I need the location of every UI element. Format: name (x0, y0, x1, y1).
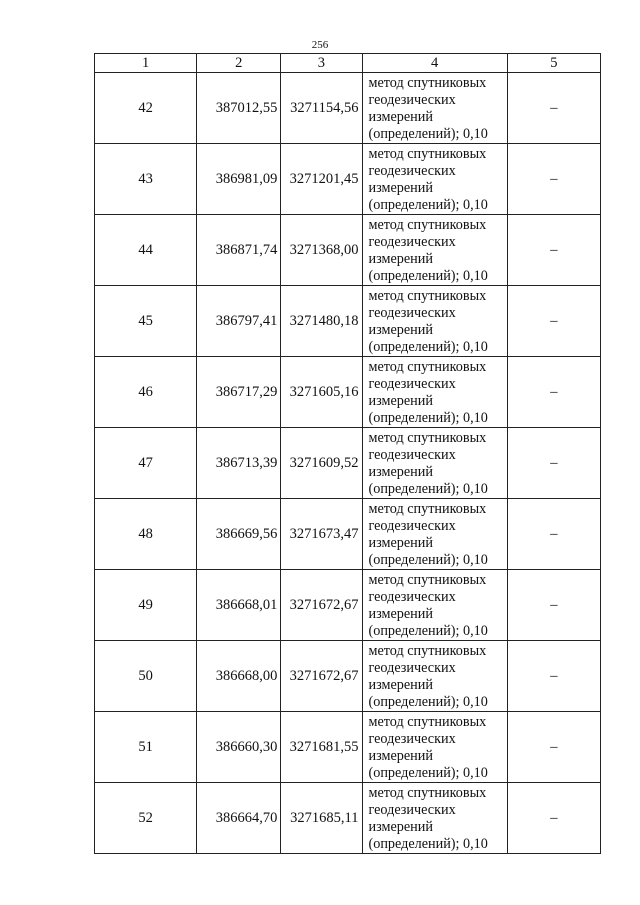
y-coordinate-cell: 3271685,11 (281, 783, 362, 854)
point-number-cell: 45 (95, 286, 197, 357)
y-coordinate-cell: 3271201,45 (281, 144, 362, 215)
x-coordinate-cell: 386668,00 (197, 641, 281, 712)
x-coordinate-cell: 386713,39 (197, 428, 281, 499)
table-row (95, 570, 601, 641)
table-body (95, 73, 601, 854)
point-number-cell: 42 (95, 73, 197, 144)
method-cell: метод спутниковых геодезических измерений (определений); 0,10 (362, 286, 507, 357)
point-number-cell: 50 (95, 641, 197, 712)
table-row (95, 428, 601, 499)
y-coordinate-cell: 3271154,56 (281, 73, 362, 144)
method-cell: метод спутниковых геодезических измерений (определений); 0,10 (362, 73, 507, 144)
y-coordinate-cell: 3271681,55 (281, 712, 362, 783)
table-header (95, 54, 601, 73)
point-number-cell: 47 (95, 428, 197, 499)
method-cell: метод спутниковых геодезических измерений (определений); 0,10 (362, 783, 507, 854)
note-cell: – (507, 286, 600, 357)
x-coordinate-cell: 387012,55 (197, 73, 281, 144)
note-cell: – (507, 428, 600, 499)
x-coordinate-cell: 386797,41 (197, 286, 281, 357)
y-coordinate-cell: 3271609,52 (281, 428, 362, 499)
method-cell: метод спутниковых геодезических измерений (определений); 0,10 (362, 712, 507, 783)
table-row (95, 499, 601, 570)
point-number-cell: 49 (95, 570, 197, 641)
method-cell: метод спутниковых геодезических измерений (определений); 0,10 (362, 570, 507, 641)
note-cell: – (507, 712, 600, 783)
x-coordinate-cell: 386660,30 (197, 712, 281, 783)
method-cell: метод спутниковых геодезических измерений (определений); 0,10 (362, 641, 507, 712)
point-number-cell: 52 (95, 783, 197, 854)
column-header: 4 (362, 54, 507, 73)
table-row (95, 286, 601, 357)
x-coordinate-cell: 386669,56 (197, 499, 281, 570)
x-coordinate-cell: 386871,74 (197, 215, 281, 286)
table-row (95, 783, 601, 854)
table-row (95, 215, 601, 286)
note-cell: – (507, 499, 600, 570)
point-number-cell: 46 (95, 357, 197, 428)
note-cell: – (507, 570, 600, 641)
point-number-cell: 44 (95, 215, 197, 286)
column-header: 3 (281, 54, 362, 73)
method-cell: метод спутниковых геодезических измерений (определений); 0,10 (362, 357, 507, 428)
table-row (95, 641, 601, 712)
y-coordinate-cell: 3271672,67 (281, 570, 362, 641)
x-coordinate-cell: 386981,09 (197, 144, 281, 215)
note-cell: – (507, 215, 600, 286)
point-number-cell: 48 (95, 499, 197, 570)
table-row (95, 73, 601, 144)
table-row (95, 712, 601, 783)
x-coordinate-cell: 386717,29 (197, 357, 281, 428)
point-number-cell: 51 (95, 712, 197, 783)
point-number-cell: 43 (95, 144, 197, 215)
method-cell: метод спутниковых геодезических измерений (определений); 0,10 (362, 499, 507, 570)
y-coordinate-cell: 3271480,18 (281, 286, 362, 357)
y-coordinate-cell: 3271605,16 (281, 357, 362, 428)
x-coordinate-cell: 386664,70 (197, 783, 281, 854)
column-header: 1 (95, 54, 197, 73)
note-cell: – (507, 73, 600, 144)
coordinates-table (94, 53, 601, 854)
note-cell: – (507, 641, 600, 712)
column-header: 2 (197, 54, 281, 73)
column-header: 5 (507, 54, 600, 73)
method-cell: метод спутниковых геодезических измерений (определений); 0,10 (362, 428, 507, 499)
y-coordinate-cell: 3271673,47 (281, 499, 362, 570)
method-cell: метод спутниковых геодезических измерений (определений); 0,10 (362, 215, 507, 286)
x-coordinate-cell: 386668,01 (197, 570, 281, 641)
table-row (95, 357, 601, 428)
note-cell: – (507, 357, 600, 428)
y-coordinate-cell: 3271368,00 (281, 215, 362, 286)
y-coordinate-cell: 3271672,67 (281, 641, 362, 712)
note-cell: – (507, 144, 600, 215)
page-number: 256 (311, 39, 329, 51)
table-row (95, 144, 601, 215)
note-cell: – (507, 783, 600, 854)
header-row (95, 54, 601, 73)
method-cell: метод спутниковых геодезических измерений (определений); 0,10 (362, 144, 507, 215)
